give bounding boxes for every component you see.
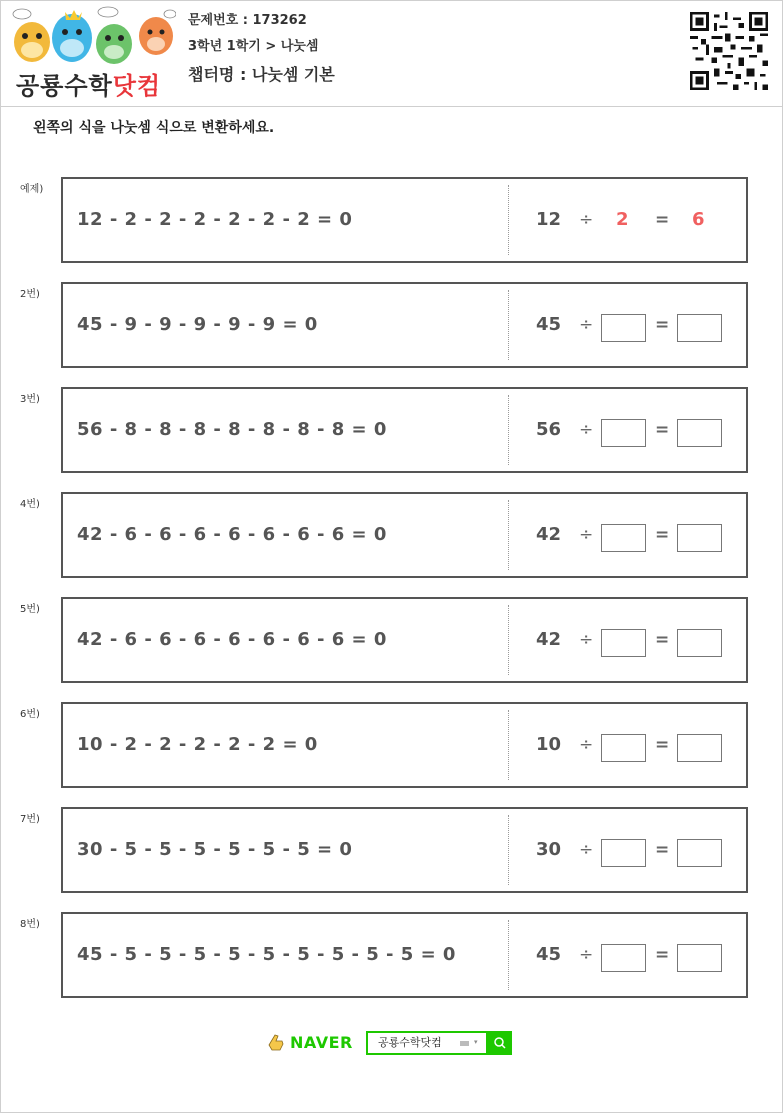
- search-input[interactable]: [366, 1031, 488, 1055]
- naver-logo: NAVER: [290, 1033, 353, 1052]
- problem-box: [61, 807, 748, 893]
- dotted-divider: [508, 500, 509, 570]
- dotted-divider: [508, 290, 509, 360]
- divide-sign: ÷: [579, 210, 594, 230]
- quotient-answer-box[interactable]: [677, 314, 722, 342]
- search-button[interactable]: [488, 1031, 512, 1055]
- equals-sign: =: [655, 315, 670, 335]
- chapter-title: 챕터명 : 나눗셈 기본: [188, 65, 335, 84]
- subtraction-expression: 12 - 2 - 2 - 2 - 2 - 2 - 2 = 0: [77, 209, 353, 230]
- divide-sign: ÷: [579, 315, 594, 335]
- divisor-answer-box[interactable]: [601, 629, 646, 657]
- divide-sign: ÷: [579, 945, 594, 965]
- dividend: 12: [536, 209, 562, 230]
- problem-box: [61, 492, 748, 578]
- problem-label: 7번): [20, 814, 40, 825]
- dividend: 10: [536, 734, 562, 755]
- dividend: 42: [536, 629, 562, 650]
- dividend: 42: [536, 524, 562, 545]
- keyboard-icon: [460, 1041, 469, 1046]
- problem-label: 4번): [20, 499, 40, 510]
- equals-sign: =: [655, 735, 670, 755]
- header: [0, 0, 783, 107]
- divide-sign: ÷: [579, 840, 594, 860]
- subtraction-expression: 56 - 8 - 8 - 8 - 8 - 8 - 8 - 8 = 0: [77, 419, 387, 440]
- problem-box: [61, 597, 748, 683]
- instruction-text: 왼쪽의 식을 나눗셈 식으로 변환하세요.: [33, 120, 275, 136]
- divisor-answer-box[interactable]: [601, 944, 646, 972]
- problem-label: 예제): [20, 184, 44, 195]
- problem-label: 2번): [20, 289, 40, 300]
- equals-sign: =: [655, 420, 670, 440]
- problem-box: [61, 387, 748, 473]
- subtraction-expression: 45 - 5 - 5 - 5 - 5 - 5 - 5 - 5 - 5 - 5 = 0: [77, 944, 456, 965]
- quotient-answer-box[interactable]: [677, 419, 722, 447]
- dropdown-caret-icon: ▾: [474, 1038, 478, 1046]
- problem-meta: [188, 12, 335, 92]
- subtraction-expression: 30 - 5 - 5 - 5 - 5 - 5 - 5 = 0: [77, 839, 353, 860]
- divisor-answer-box[interactable]: [601, 419, 646, 447]
- quotient-answer-box[interactable]: [677, 839, 722, 867]
- divisor-answer-box[interactable]: [601, 839, 646, 867]
- divide-sign: ÷: [579, 630, 594, 650]
- search-icon: [488, 1031, 512, 1055]
- dotted-divider: [508, 185, 509, 255]
- divisor-answer-box[interactable]: [601, 314, 646, 342]
- hand-pointer-icon: [266, 1031, 286, 1053]
- dividend: 30: [536, 839, 562, 860]
- site-logo-text: 공룡수학닷컴: [16, 72, 162, 100]
- qr-code-icon: [690, 12, 768, 90]
- equals-sign: =: [655, 840, 670, 860]
- equals-sign: =: [655, 210, 670, 230]
- dividend: 56: [536, 419, 562, 440]
- subtraction-expression: 42 - 6 - 6 - 6 - 6 - 6 - 6 - 6 = 0: [77, 524, 387, 545]
- problem-label: 3번): [20, 394, 40, 405]
- quotient-answer-box[interactable]: [677, 734, 722, 762]
- divisor-answer: 2: [616, 209, 629, 230]
- equals-sign: =: [655, 525, 670, 545]
- dividend: 45: [536, 314, 562, 335]
- divisor-answer-box[interactable]: [601, 734, 646, 762]
- dotted-divider: [508, 710, 509, 780]
- dotted-divider: [508, 395, 509, 465]
- quotient-answer-box[interactable]: [677, 524, 722, 552]
- problem-box: [61, 912, 748, 998]
- equals-sign: =: [655, 945, 670, 965]
- quotient-answer-box[interactable]: [677, 944, 722, 972]
- problem-label: 6번): [20, 709, 40, 720]
- problem-label: 5번): [20, 604, 40, 615]
- quotient-answer: 6: [692, 209, 705, 230]
- problem-number: 문제번호 : 173262: [188, 13, 307, 28]
- dotted-divider: [508, 920, 509, 990]
- search-query-text: 공룡수학닷컴: [378, 1036, 442, 1049]
- problem-label: 8번): [20, 919, 40, 930]
- equals-sign: =: [655, 630, 670, 650]
- dividend: 45: [536, 944, 562, 965]
- subtraction-expression: 45 - 9 - 9 - 9 - 9 - 9 = 0: [77, 314, 318, 335]
- divisor-answer-box[interactable]: [601, 524, 646, 552]
- quotient-answer-box[interactable]: [677, 629, 722, 657]
- subtraction-expression: 42 - 6 - 6 - 6 - 6 - 6 - 6 - 6 = 0: [77, 629, 387, 650]
- problem-box: [61, 282, 748, 368]
- divide-sign: ÷: [579, 420, 594, 440]
- dotted-divider: [508, 815, 509, 885]
- problem-box: [61, 702, 748, 788]
- breadcrumb: 3학년 1학기 > 나눗셈: [188, 39, 319, 54]
- divide-sign: ÷: [579, 525, 594, 545]
- problem-box: [61, 177, 748, 263]
- dotted-divider: [508, 605, 509, 675]
- divide-sign: ÷: [579, 735, 594, 755]
- subtraction-expression: 10 - 2 - 2 - 2 - 2 - 2 = 0: [77, 734, 318, 755]
